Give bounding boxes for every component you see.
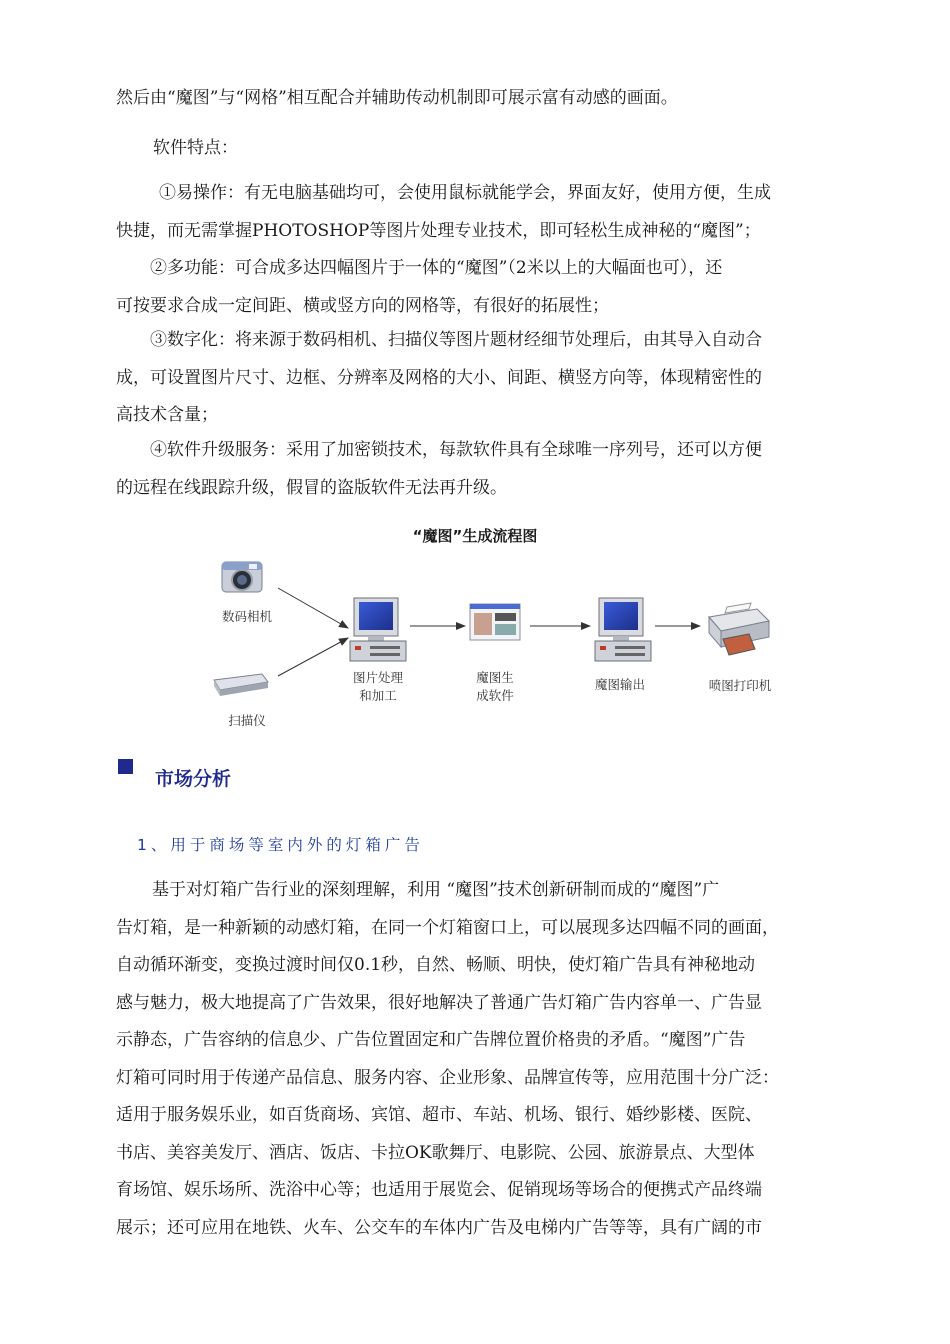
- text-line: 然后由“魔图”与“网格”相互配合并辅助传动机制即可展示富有动感的画面。: [116, 88, 678, 108]
- text-line: 基于对灯箱广告行业的深刻理解，利用 “魔图”技术创新研制而成的“魔图”广: [152, 880, 720, 900]
- flow-diagram: [200, 548, 780, 738]
- computer-icon: [595, 598, 651, 661]
- section-bullet-icon: [118, 759, 133, 774]
- text-line: 展示；还可应用在地铁、火车、公交车的车体内广告及电梯内广告等等，具有广阔的市: [116, 1217, 762, 1238]
- printer-label: 喷图打印机: [708, 678, 772, 693]
- text-line: ④软件升级服务：采用了加密锁技术，每款软件具有全球唯一序列号，还可以方便: [150, 440, 762, 460]
- text-line: 成，可设置图片尺寸、边框、分辨率及网格的大小、间距、横竖方向等，体现精密性的: [116, 367, 762, 388]
- software-label-2: 成软件: [476, 688, 514, 703]
- figure-title: “魔图”生成流程图: [412, 527, 538, 545]
- subheading: 1、用于商场等室内外的灯箱广告: [137, 836, 424, 854]
- software-window-icon: [470, 604, 520, 640]
- output-label: 魔图输出: [594, 677, 646, 692]
- software-label-1: 魔图生: [476, 670, 514, 685]
- processing-label-1: 图片处理: [352, 670, 404, 685]
- section-title: 市场分析: [155, 768, 232, 790]
- scanner-icon: [214, 674, 268, 696]
- text-line: 高技术含量；: [116, 405, 218, 425]
- feature-item-2: [116, 250, 851, 325]
- camera-icon: [222, 562, 262, 592]
- scanner-label: 扫描仪: [228, 713, 266, 728]
- text-line: 感与魅力，极大地提高了广告效果，很好地解决了普通广告灯箱广告内容单一、广告显: [116, 992, 762, 1013]
- text-line: 适用于服务娱乐业，如百货商场、宾馆、超市、车站、机场、银行、婚纱影楼、医院、: [116, 1105, 762, 1125]
- text-line: 可按要求合成一定间距、横或竖方向的网格等，有很好的拓展性；: [116, 295, 609, 316]
- text-line: 育场馆、娱乐场所、洗浴中心等；也适用于展览会、促销现场等场合的便携式产品终端: [116, 1180, 762, 1200]
- text-line: ①易操作：有无电脑基础均可，会使用鼠标就能学会，界面友好，使用方便，生成: [159, 183, 771, 203]
- text-line: ②多功能：可合成多达四幅图片于一体的“魔图”（2米以上的大幅面也可），还: [150, 258, 723, 278]
- text-line: 快捷，而无需掌握PHOTOSHOP等图片处理专业技术，即可轻松生成神秘的“魔图”；: [116, 220, 761, 241]
- text-line: 书店、美容美发厅、酒店、饭店、卡拉OK歌舞厅、电影院、公园、旅游景点、大型体: [116, 1142, 755, 1163]
- text-line: 示静态，广告容纳的信息少、广告位置固定和广告牌位置价格贵的矛盾。“魔图”广告: [116, 1030, 746, 1050]
- text-line: 告灯箱，是一种新颖的动感灯箱，在同一个灯箱窗口上，可以展现多达四幅不同的画面，: [116, 917, 779, 938]
- text-line: 自动循环渐变，变换过渡时间仅0.1秒，自然、畅顺、明快，使灯箱广告具有神秘地动: [116, 955, 756, 975]
- computer-icon: [350, 598, 406, 661]
- feature-item-3: [116, 322, 851, 435]
- processing-label-2: 和加工: [359, 688, 397, 703]
- features-heading: [153, 130, 888, 168]
- feature-item-1: [116, 175, 851, 250]
- camera-label: 数码相机: [221, 609, 273, 624]
- printer-icon: [709, 603, 769, 655]
- text-line: 灯箱可同时用于传递产品信息、服务内容、企业形象、品牌宣传等，应用范围十分广泛：: [116, 1067, 779, 1088]
- features-heading-text: 软件特点：: [153, 138, 238, 158]
- text-line: ③数字化：将来源于数码相机、扫描仪等图片题材经细节处理后，由其导入自动合: [150, 330, 762, 350]
- text-line: 的远程在线跟踪升级，假冒的盗版软件无法再升级。: [116, 477, 507, 498]
- feature-item-4: [116, 432, 851, 507]
- section-body: [116, 872, 851, 1247]
- intro-paragraph: [116, 80, 851, 118]
